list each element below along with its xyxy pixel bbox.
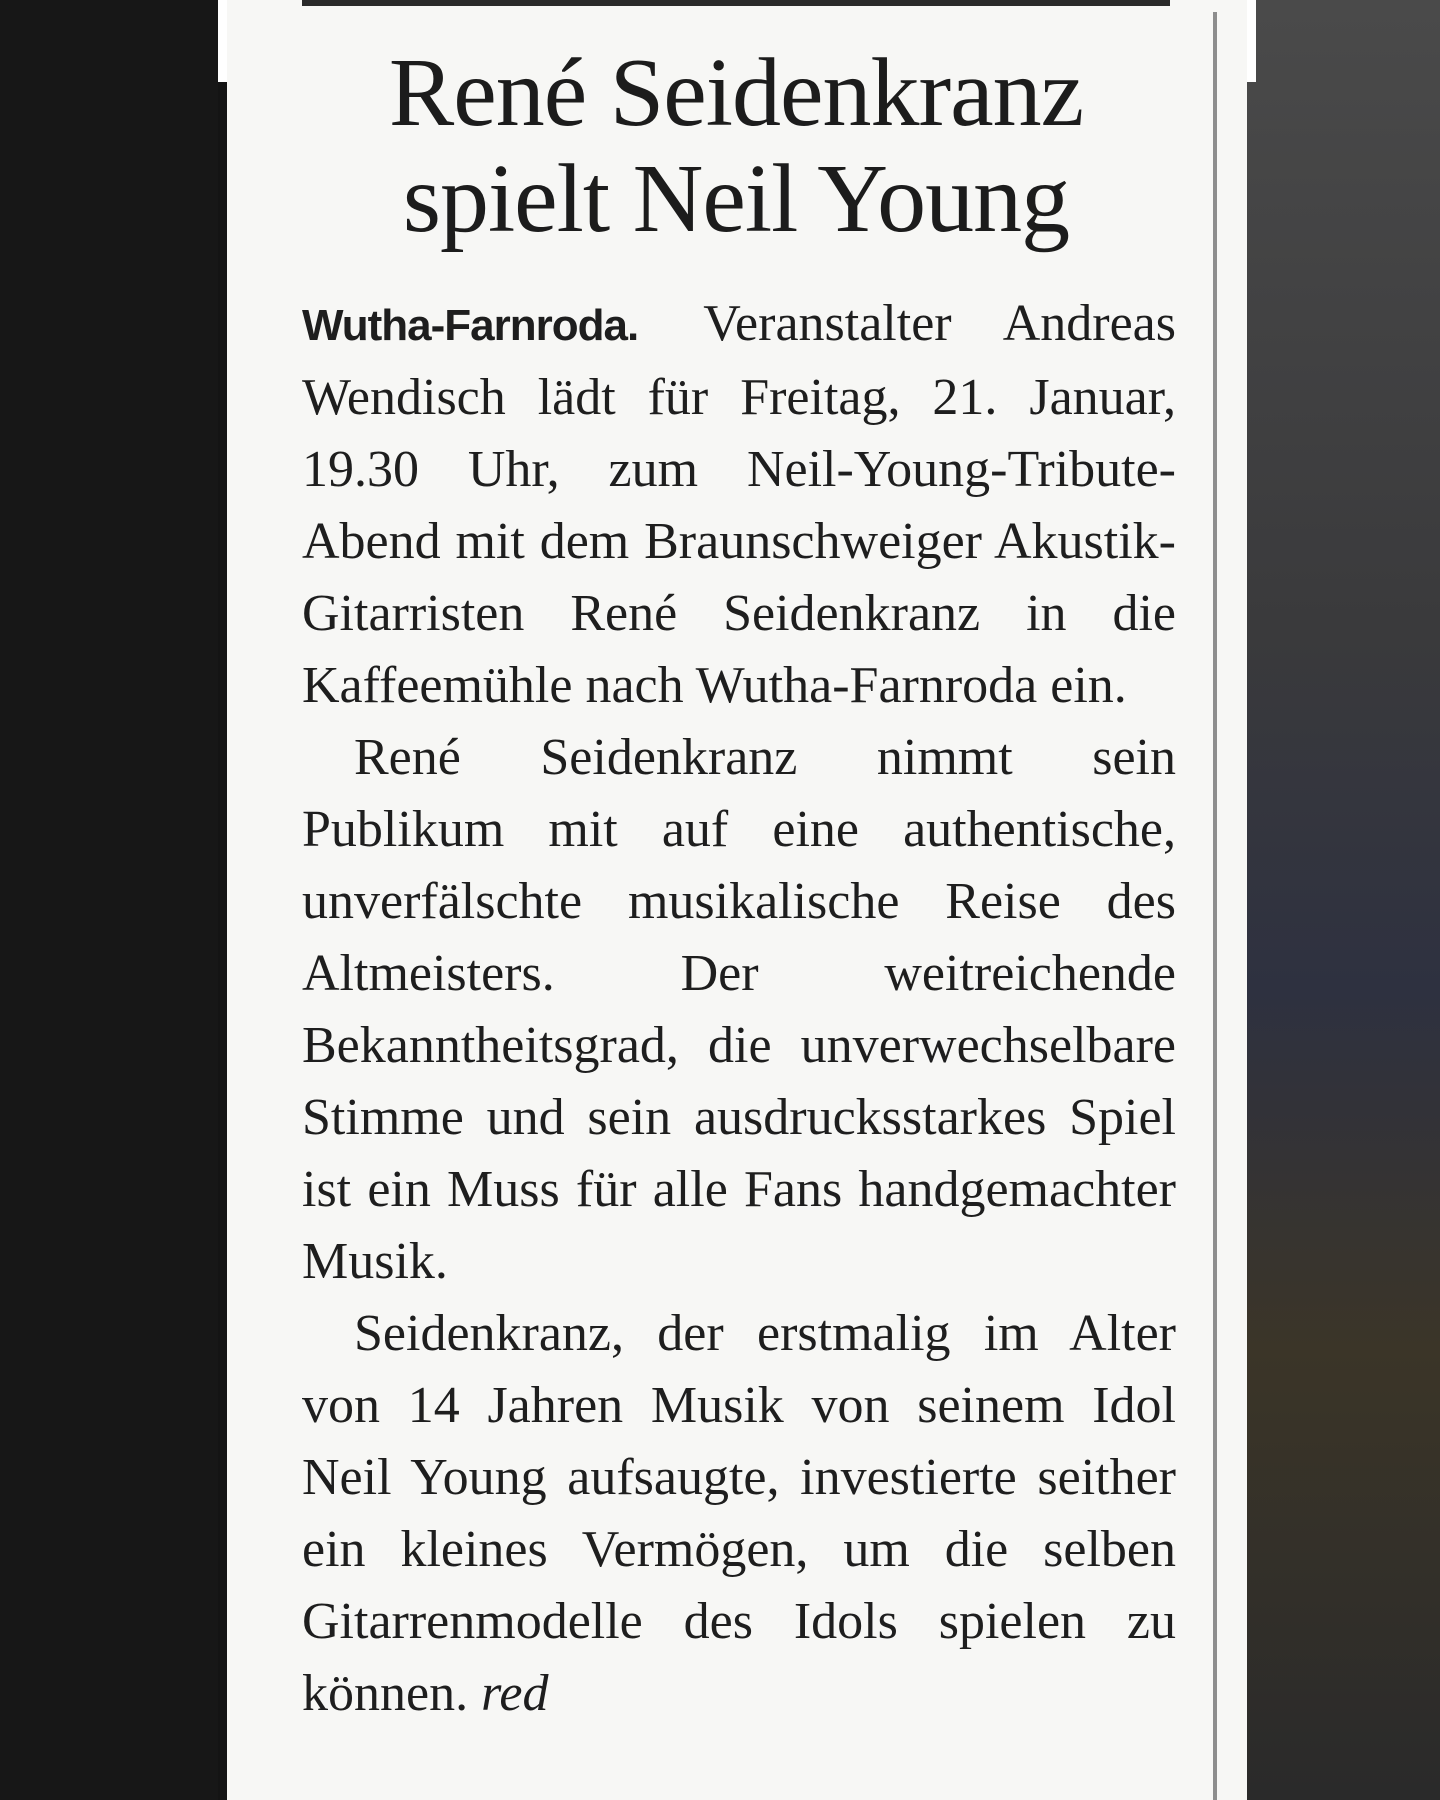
- paragraph-3-text: Seidenkranz, der erstmalig im Alter von 14 Jahren Musik von seinem Idol Neil Young aufsaugte, investierte seither ein kleines Vermögen, um die selben Gitarrenmodelle des Idols spielen zu können.: [302, 1305, 1176, 1722]
- paragraph-1: [302, 288, 1176, 722]
- article-body: [302, 288, 1176, 1730]
- article-headline: [302, 40, 1170, 252]
- author-signature: red: [481, 1665, 549, 1722]
- headline-line-2: spielt Neil Young: [402, 145, 1070, 253]
- headline-line-1: René Seidenkranz: [388, 39, 1084, 147]
- paragraph-3: [302, 1298, 1176, 1730]
- background-left: [0, 0, 218, 1800]
- top-rule: [302, 0, 1170, 6]
- paragraph-2: René Seidenkranz nimmt sein Publikum mit auf eine authentische, unverfälschte musikalische Reise des Altmeisters. Der weitreichende Bekanntheitsgrad, die unverwechselbare Stimme und sein ausdrucksstarkes Spiel ist ein Muss für alle Fans handgemachter Musik.: [302, 729, 1176, 1290]
- background-right: [1230, 0, 1440, 1800]
- dateline: Wutha-Farnroda.: [302, 301, 639, 350]
- column-divider: [1213, 12, 1217, 1800]
- paragraph-1-text: Veranstalter Andreas Wendisch lädt für Freitag, 21. Januar, 19.30 Uhr, zum Neil-Young-Tribute-Abend mit dem Braunschweiger Akustik-Gitarristen René Seidenkranz in die Kaffeemühle nach Wutha-Farnroda ein.: [302, 295, 1176, 714]
